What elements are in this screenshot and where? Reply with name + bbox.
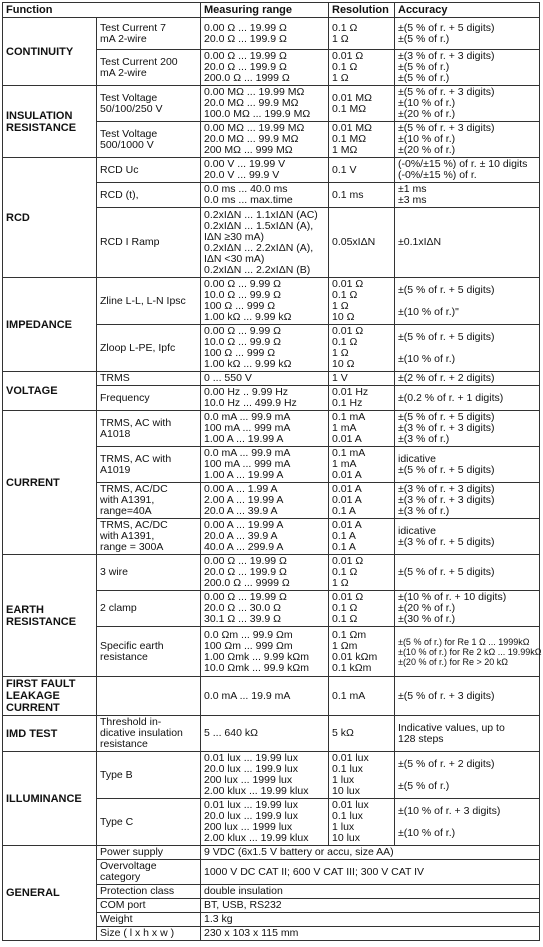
resolution-cell: 0.1 mA [329,677,395,716]
general-value-cell: 1000 V DC CAT II; 600 V CAT III; 300 V CAT IV [201,860,540,885]
measuring-range-cell: 0.01 lux ... 19.99 lux 20.0 lux ... 199.9 lux 200 lux ... 1999 lux 2.00 klux ... 19.99 klux [201,799,329,846]
measuring-range-cell: 0.00 Ω ... 19.99 Ω 20.0 Ω ... 199.9 Ω 200.0 Ω ... 9999 Ω [201,555,329,591]
resolution-cell: 0.01 Ω 0.1 Ω 1 Ω [329,555,395,591]
table-row [3,555,540,591]
sub-function-cell: Zloop L-PE, Ipfc [97,325,201,372]
resolution-cell: 0.1 Ωm 1 Ωm 0.01 kΩm 0.1 kΩm [329,627,395,677]
category-label: CURRENT [3,411,97,555]
accuracy-cell: idicative ±(5 % of r. + 5 digits) [395,447,540,483]
accuracy-cell: ±(5 % of r. + 5 digits) ±(3 % of r. + 3 digits) ±(3 % of r.) [395,411,540,447]
header-accuracy: Accuracy [395,3,540,18]
sub-function-cell: Frequency [97,386,201,411]
measuring-range-cell: 0.0 mA ... 99.9 mA 100 mA ... 999 mA 1.00 A ... 19.99 A [201,411,329,447]
measuring-range-cell: 0.00 MΩ ... 19.99 MΩ 20.0 MΩ ... 99.9 MΩ 200 MΩ ... 999 MΩ [201,122,329,158]
general-value-cell: BT, USB, RS232 [201,899,540,913]
table-row [3,846,540,860]
general-value-cell: double insulation [201,885,540,899]
category-label: RCD [3,158,97,278]
general-label-cell: Size ( l x h x w ) [97,927,201,941]
measuring-range-cell: 5 ... 640 kΩ [201,716,329,752]
resolution-cell: 0.05xIΔN [329,208,395,278]
resolution-cell: 0.01 lux 0.1 lux 1 lux 10 lux [329,752,395,799]
table-row [3,158,540,183]
resolution-cell: 0.01 MΩ 0.1 MΩ [329,86,395,122]
header-row [3,3,540,18]
spec-table [2,2,540,941]
measuring-range-cell: 0.00 Hz .. 9.99 Hz 10.0 Hz ... 499.9 Hz [201,386,329,411]
sub-function-cell: Type B [97,752,201,799]
sub-function-cell: 2 clamp [97,591,201,627]
measuring-range-cell: 0 ... 550 V [201,372,329,386]
accuracy-cell: ±1 ms ±3 ms [395,183,540,208]
category-label: CONTINUITY [3,18,97,86]
table-row [3,411,540,447]
measuring-range-cell: 0.00 Ω ... 9.99 Ω 10.0 Ω ... 99.9 Ω 100 Ω ... 999 Ω 1.00 kΩ ... 9.99 kΩ [201,325,329,372]
general-value-cell: 1.3 kg [201,913,540,927]
measuring-range-cell: 0.00 Ω ... 19.99 Ω 20.0 Ω ... 199.9 Ω [201,18,329,50]
category-label: IMD TEST [3,716,97,752]
accuracy-cell: ±(5 % of r.) for Re 1 Ω ... 1999kΩ ±(10 % of r.) for Re 2 kΩ ... 19.99kΩ ±(20 % of r.) for Re > 20 kΩ [395,627,540,677]
sub-function-cell: TRMS, AC/DC with A1391, range=40A [97,483,201,519]
sub-function-cell: Threshold in- dicative insulation resistance [97,716,201,752]
sub-function-cell: Test Voltage 50/100/250 V [97,86,201,122]
sub-function-cell: TRMS, AC with A1018 [97,411,201,447]
sub-function-cell: Type C [97,799,201,846]
sub-function-cell: Zline L-L, L-N Ipsc [97,278,201,325]
sub-function-cell: TRMS [97,372,201,386]
general-label-cell: Protection class [97,885,201,899]
table-row [3,372,540,386]
measuring-range-cell: 0.01 lux ... 19.99 lux 20.0 lux ... 199.9 lux 200 lux ... 1999 lux 2.00 klux ... 19.99 klux [201,752,329,799]
accuracy-cell: ±(5 % of r. + 3 digits) [395,677,540,716]
accuracy-cell: ±(5 % of r. + 5 digits) ±(10 % of r.)" [395,278,540,325]
table-row [3,677,540,716]
resolution-cell: 0.1 mA 1 mA 0.01 A [329,447,395,483]
header-measuring-range: Measuring range [201,3,329,18]
category-label: FIRST FAULT LEAKAGE CURRENT [3,677,97,716]
resolution-cell: 0.01 lux 0.1 lux 1 lux 10 lux [329,799,395,846]
accuracy-cell: ±(3 % of r. + 3 digits) ±(5 % of r.) ±(5 % of r.) [395,50,540,86]
accuracy-cell: ±(2 % of r. + 2 digits) [395,372,540,386]
resolution-cell: 0.01 A 0.1 A 0.1 A [329,519,395,555]
measuring-range-cell: 0.00 Ω ... 19.99 Ω 20.0 Ω ... 199.9 Ω 200.0 Ω ... 1999 Ω [201,50,329,86]
accuracy-cell: ±(5 % of r. + 3 digits) ±(10 % of r.) ±(20 % of r.) [395,86,540,122]
measuring-range-cell: 0.0 mA ... 99.9 mA 100 mA ... 999 mA 1.00 A ... 19.99 A [201,447,329,483]
measuring-range-cell: 0.0 ms ... 40.0 ms 0.0 ms ... max.time [201,183,329,208]
sub-function-cell: Test Voltage 500/1000 V [97,122,201,158]
resolution-cell: 0.01 MΩ 0.1 MΩ 1 MΩ [329,122,395,158]
category-label: GENERAL [3,846,97,941]
sub-function-cell: TRMS, AC/DC with A1391, range = 300A [97,519,201,555]
sub-function-cell: TRMS, AC with A1019 [97,447,201,483]
accuracy-cell: ±(5 % of r. + 2 digits) ±(5 % of r.) [395,752,540,799]
accuracy-cell: ±(5 % of r. + 5 digits) ±(5 % of r.) [395,18,540,50]
sub-function-cell: Specific earth resistance [97,627,201,677]
resolution-cell: 0.01 Ω 0.1 Ω 1 Ω 10 Ω [329,278,395,325]
accuracy-cell: idicative ±(3 % of r. + 5 digits) [395,519,540,555]
sub-function-cell: RCD I Ramp [97,208,201,278]
accuracy-cell: Indicative values, up to 128 steps [395,716,540,752]
resolution-cell: 0.1 Ω 1 Ω [329,18,395,50]
resolution-cell: 0.1 ms [329,183,395,208]
resolution-cell: 0.01 A 0.01 A 0.1 A [329,483,395,519]
resolution-cell: 0.01 Ω 0.1 Ω 0.1 Ω [329,591,395,627]
resolution-cell: 1 V [329,372,395,386]
category-label: VOLTAGE [3,372,97,411]
general-value-cell: 9 VDC (6x1.5 V battery or accu, size AA) [201,846,540,860]
measuring-range-cell: 0.00 A ... 1.99 A 2.00 A ... 19.99 A 20.0 A ... 39.9 A [201,483,329,519]
general-label-cell: COM port [97,899,201,913]
header-resolution: Resolution [329,3,395,18]
accuracy-cell: ±(10 % of r. + 3 digits) ±(10 % of r.) [395,799,540,846]
header-function: Function [3,3,201,18]
accuracy-cell: ±(5 % of r. + 3 digits) ±(10 % of r.) ±(20 % of r.) [395,122,540,158]
general-value-cell: 230 x 103 x 115 mm [201,927,540,941]
general-label-cell: Weight [97,913,201,927]
sub-function-cell: RCD Uc [97,158,201,183]
sub-function-cell [97,677,201,716]
category-label: IMPEDANCE [3,278,97,372]
accuracy-cell: ±0.1xIΔN [395,208,540,278]
measuring-range-cell: 0.0 mA ... 19.9 mA [201,677,329,716]
table-row [3,18,540,50]
table-row [3,278,540,325]
accuracy-cell: ±(3 % of r. + 3 digits) ±(3 % of r. + 3 digits) ±(3 % of r.) [395,483,540,519]
accuracy-cell: ±(5 % of r. + 5 digits) [395,555,540,591]
general-label-cell: Overvoltage category [97,860,201,885]
measuring-range-cell: 0.2xIΔN ... 1.1xIΔN (AC) 0.2xIΔN ... 1.5xIΔN (A), IΔN ≥30 mA) 0.2xIΔN ... 2.2xIΔN (A), IΔN <30 mA) 0.2xIΔN ... 2.2xIΔN (B) [201,208,329,278]
accuracy-cell: (-0%/±15 %) of r. ± 10 digits (-0%/±15 %) of r. [395,158,540,183]
resolution-cell: 5 kΩ [329,716,395,752]
resolution-cell: 0.1 V [329,158,395,183]
sub-function-cell: RCD (t), [97,183,201,208]
measuring-range-cell: 0.00 A ... 19.99 A 20.0 A ... 39.9 A 40.0 A ... 299.9 A [201,519,329,555]
measuring-range-cell: 0.00 V ... 19.99 V 20.0 V ... 99.9 V [201,158,329,183]
category-label: INSULATION RESISTANCE [3,86,97,158]
general-label-cell: Power supply [97,846,201,860]
sub-function-cell: Test Current 7 mA 2-wire [97,18,201,50]
table-row [3,716,540,752]
sub-function-cell: Test Current 200 mA 2-wire [97,50,201,86]
category-label: EARTH RESISTANCE [3,555,97,677]
table-row [3,86,540,122]
measuring-range-cell: 0.00 Ω ... 19.99 Ω 20.0 Ω ... 30.0 Ω 30.1 Ω ... 39.9 Ω [201,591,329,627]
resolution-cell: 0.01 Ω 0.1 Ω 1 Ω [329,50,395,86]
accuracy-cell: ±(5 % of r. + 5 digits) ±(10 % of r.) [395,325,540,372]
table-row [3,752,540,799]
resolution-cell: 0.01 Hz 0.1 Hz [329,386,395,411]
sub-function-cell: 3 wire [97,555,201,591]
spec-body [3,18,540,941]
accuracy-cell: ±(10 % of r. + 10 digits) ±(20 % of r.) ±(30 % of r.) [395,591,540,627]
resolution-cell: 0.01 Ω 0.1 Ω 1 Ω 10 Ω [329,325,395,372]
resolution-cell: 0.1 mA 1 mA 0.01 A [329,411,395,447]
category-label: ILLUMINANCE [3,752,97,846]
measuring-range-cell: 0.00 Ω ... 9.99 Ω 10.0 Ω ... 99.9 Ω 100 Ω ... 999 Ω 1.00 kΩ ... 9.99 kΩ [201,278,329,325]
accuracy-cell: ±(0.2 % of r. + 1 digits) [395,386,540,411]
measuring-range-cell: 0.00 MΩ ... 19.99 MΩ 20.0 MΩ ... 99.9 MΩ 100.0 MΩ ... 199.9 MΩ [201,86,329,122]
measuring-range-cell: 0.0 Ωm ... 99.9 Ωm 100 Ωm ... 999 Ωm 1.00 Ωmk ... 9.99 kΩm 10.0 Ωmk ... 99.9 kΩm [201,627,329,677]
